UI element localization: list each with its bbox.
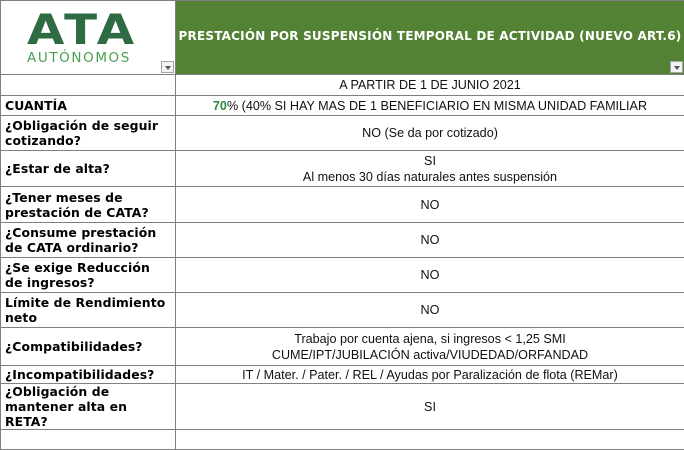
table-row — [1, 384, 684, 430]
row-value — [176, 366, 684, 384]
filter-dropdown-icon[interactable] — [670, 61, 683, 73]
table-row — [1, 116, 684, 151]
header-row — [1, 1, 684, 75]
cuantia-highlight: 70 — [213, 99, 227, 113]
row-label: ¿Compatibilidades? — [1, 328, 176, 366]
value-line: NO (Se da por cotizado) — [176, 125, 684, 141]
filter-dropdown-icon[interactable] — [161, 61, 174, 73]
value-line: Trabajo por cuenta ajena, si ingresos < 1,25 SMI — [176, 331, 684, 347]
row-value — [176, 187, 684, 223]
row-label: ¿Obligación de mantener alta en RETA? — [1, 384, 176, 430]
value-line: IT / Mater. / Pater. / REL / Ayudas por Paralización de flota (REMar) — [176, 367, 684, 383]
row-value — [176, 223, 684, 258]
row-value — [176, 293, 684, 328]
cuantia-label: CUANTÍA — [1, 96, 176, 116]
table-row — [1, 293, 684, 328]
empty-row — [1, 430, 684, 450]
value-line: NO — [176, 197, 684, 213]
row-label: ¿Consume prestación de CATA ordinario? — [1, 223, 176, 258]
table-row — [1, 151, 684, 187]
page-title: PRESTACIÓN POR SUSPENSIÓN TEMPORAL DE ACTIVIDAD (NUEVO ART.6) — [179, 29, 682, 43]
value-line: Al menos 30 días naturales antes suspensión — [176, 169, 684, 185]
empty-cell — [1, 75, 176, 96]
table-row — [1, 366, 684, 384]
cuantia-row — [1, 96, 684, 116]
date-row — [1, 75, 684, 96]
row-label: Límite de Rendimiento neto — [1, 293, 176, 328]
row-label: ¿Incompatibilidades? — [1, 366, 176, 384]
row-value — [176, 328, 684, 366]
logo-cell — [1, 1, 176, 75]
row-value — [176, 384, 684, 430]
cuantia-value — [176, 96, 684, 116]
logo-main-text: ATA — [27, 11, 170, 49]
table-row — [1, 328, 684, 366]
logo-sub-text: AUTÓNOMOS — [27, 50, 151, 66]
row-label: ¿Estar de alta? — [1, 151, 176, 187]
value-line: CUME/IPT/JUBILACIÓN activa/VIUDEDAD/ORFANDAD — [176, 347, 684, 363]
value-line: NO — [176, 232, 684, 248]
title-cell — [176, 1, 684, 75]
empty-cell — [176, 430, 684, 450]
row-label: ¿Se exige Reducción de ingresos? — [1, 258, 176, 293]
row-value — [176, 258, 684, 293]
row-label: ¿Obligación de seguir cotizando? — [1, 116, 176, 151]
date-cell: A PARTIR DE 1 DE JUNIO 2021 — [176, 75, 684, 96]
table-row — [1, 258, 684, 293]
cuantia-rest: % (40% SI HAY MAS DE 1 BENEFICIARIO EN MISMA UNIDAD FAMILIAR — [227, 99, 647, 113]
table-row — [1, 223, 684, 258]
row-label: ¿Tener meses de prestación de CATA? — [1, 187, 176, 223]
row-value — [176, 116, 684, 151]
table-row — [1, 187, 684, 223]
value-line: NO — [176, 267, 684, 283]
value-line: SI — [176, 153, 684, 169]
value-line: SI — [176, 399, 684, 415]
row-value — [176, 151, 684, 187]
empty-cell — [1, 430, 176, 450]
value-line: NO — [176, 302, 684, 318]
ata-logo — [27, 11, 151, 67]
